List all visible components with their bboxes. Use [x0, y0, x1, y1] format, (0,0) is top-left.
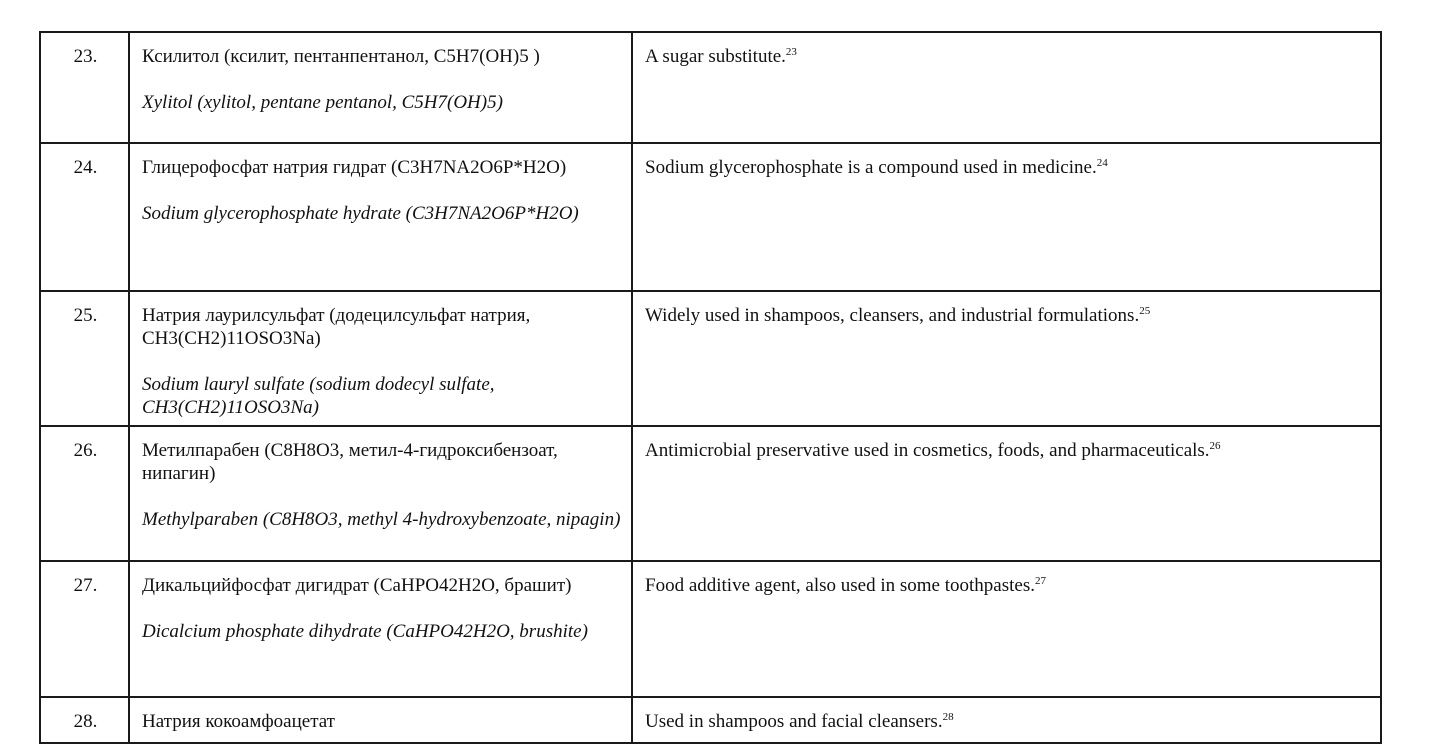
ingredient-name-cell	[129, 32, 632, 143]
description-cell	[632, 32, 1381, 143]
description-cell	[632, 426, 1381, 561]
description-text: Used in shampoos and facial cleansers.	[645, 711, 943, 732]
ingredient-name-ru: Дикальцийфосфат дигидрат (CaHPO42H2O, брашит)	[142, 575, 572, 596]
row-number: 25.	[40, 291, 129, 426]
ingredients-table	[39, 31, 1382, 744]
ingredient-name-en: Methylparaben (C8H8O3, methyl 4-hydroxybenzoate, nipagin)	[142, 509, 621, 530]
description-text: Antimicrobial preservative used in cosmetics, foods, and pharmaceuticals.	[645, 440, 1210, 461]
table-row	[40, 32, 1381, 143]
description-text: A sugar substitute.	[645, 46, 786, 67]
footnote-ref[interactable]: 24	[1096, 157, 1108, 169]
footnote-ref[interactable]: 25	[1139, 305, 1151, 317]
row-number: 27.	[40, 561, 129, 697]
ingredient-name-cell	[129, 143, 632, 291]
row-number: 23.	[40, 32, 129, 143]
ingredient-name-en: Xylitol (xylitol, pentane pentanol, C5H7(OH)5)	[142, 92, 503, 113]
ingredient-name-en: Sodium lauryl sulfate (sodium dodecyl sulfate, CH3(CH2)11OSO3Na)	[142, 374, 495, 418]
description-text: Sodium glycerophosphate is a compound used in medicine.	[645, 157, 1097, 178]
row-number: 28.	[40, 697, 129, 743]
table-row	[40, 697, 1381, 743]
table-row	[40, 291, 1381, 426]
ingredient-name-ru: Ксилитол (ксилит, пентанпентанол, C5H7(OH)5 )	[142, 46, 540, 67]
footnote-ref[interactable]: 26	[1209, 440, 1221, 452]
description-cell	[632, 561, 1381, 697]
table-row	[40, 143, 1381, 291]
description-text: Food additive agent, also used in some toothpastes.	[645, 575, 1035, 596]
ingredient-name-ru: Глицерофосфат натрия гидрат (C3H7NA2O6P*H2O)	[142, 157, 567, 178]
footnote-ref[interactable]: 23	[785, 46, 797, 58]
description-cell	[632, 291, 1381, 426]
footnote-ref[interactable]: 28	[942, 711, 954, 723]
ingredient-name-ru: Натрия лаурилсульфат (додецилсульфат натрия, CH3(CH2)11OSO3Na)	[142, 305, 531, 349]
ingredient-name-cell	[129, 561, 632, 697]
ingredient-name-ru: Метилпарабен (C8H8O3, метил-4-гидроксибензоат, нипагин)	[142, 440, 558, 484]
description-cell	[632, 143, 1381, 291]
row-number: 24.	[40, 143, 129, 291]
ingredient-name-en: Sodium glycerophosphate hydrate (C3H7NA2O6P*H2O)	[142, 203, 579, 224]
ingredient-name-cell	[129, 697, 632, 743]
row-number: 26.	[40, 426, 129, 561]
ingredient-name-cell	[129, 291, 632, 426]
table-row	[40, 561, 1381, 697]
table-row	[40, 426, 1381, 561]
ingredient-name-ru: Натрия кокоамфоацетат	[142, 711, 335, 732]
ingredient-name-en: Dicalcium phosphate dihydrate (CaHPO42H2O, brushite)	[142, 621, 588, 642]
ingredient-name-cell	[129, 426, 632, 561]
footnote-ref[interactable]: 27	[1034, 575, 1046, 587]
description-text: Widely used in shampoos, cleansers, and industrial formulations.	[645, 305, 1140, 326]
description-cell	[632, 697, 1381, 743]
